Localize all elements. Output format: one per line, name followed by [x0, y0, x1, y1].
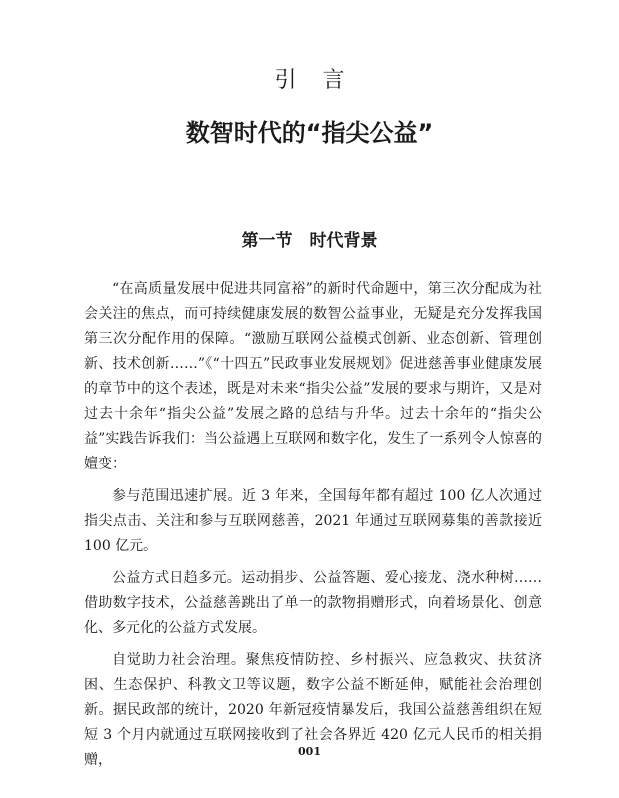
paragraph-intro: “在高质量发展中促进共同富裕”的新时代命题中，第三次分配成为社会关注的焦点，而可持续健康发展的数智公益事业，无疑是充分发挥我国第三次分配作用的保障。“激励互联网公益模式创新、业态创新、管理创新、技术创新……”《“十四五”民政事业发展规划》促进慈善事业健康发展的章节中的这个表述，既是对未来“指尖公益”发展的要求与期许，又是对过去十余年“指尖公益”发展之路的总结与升华。过去十余年的“指尖公益”实践告诉我们：当公益遇上互联网和数字化，发生了一系列令人惊喜的嬗变： — [84, 281, 542, 472]
paragraph-methods: 公益方式日趋多元。运动捐步、公益答题、爱心接龙、浇水种树……借助数字技术，公益慈善跳出了单一的款物捐赠形式，向着场景化、创意化、多元化的公益方式发展。 — [84, 570, 542, 636]
body-text — [84, 277, 542, 780]
paragraph-scope: 参与范围迅速扩展。近 3 年来，全国每年都有超过 100 亿人次通过指尖点击、关注和参与互联网慈善，2021 年通过互联网募集的善款接近 100 亿元。 — [84, 488, 542, 554]
page-number: 001 — [298, 745, 321, 758]
section-heading: 第一节 时代背景 — [241, 231, 378, 251]
chapter-title: 数智时代的“指尖公益” — [185, 119, 434, 147]
chapter-label: 引言 — [274, 68, 371, 93]
paragraph-governance: 自觉助力社会治理。聚焦疫情防控、乡村振兴、应急救灾、扶贫济困、生态保护、科教文卫等议题，数字公益不断延伸，赋能社会治理创新。据民政部的统计，2020 年新冠疫情暴发后，我国公益慈善组织在短短 3 个月内就通过互联网接收到了社会各界近 420 亿元人民币的相关捐赠， — [84, 652, 542, 768]
